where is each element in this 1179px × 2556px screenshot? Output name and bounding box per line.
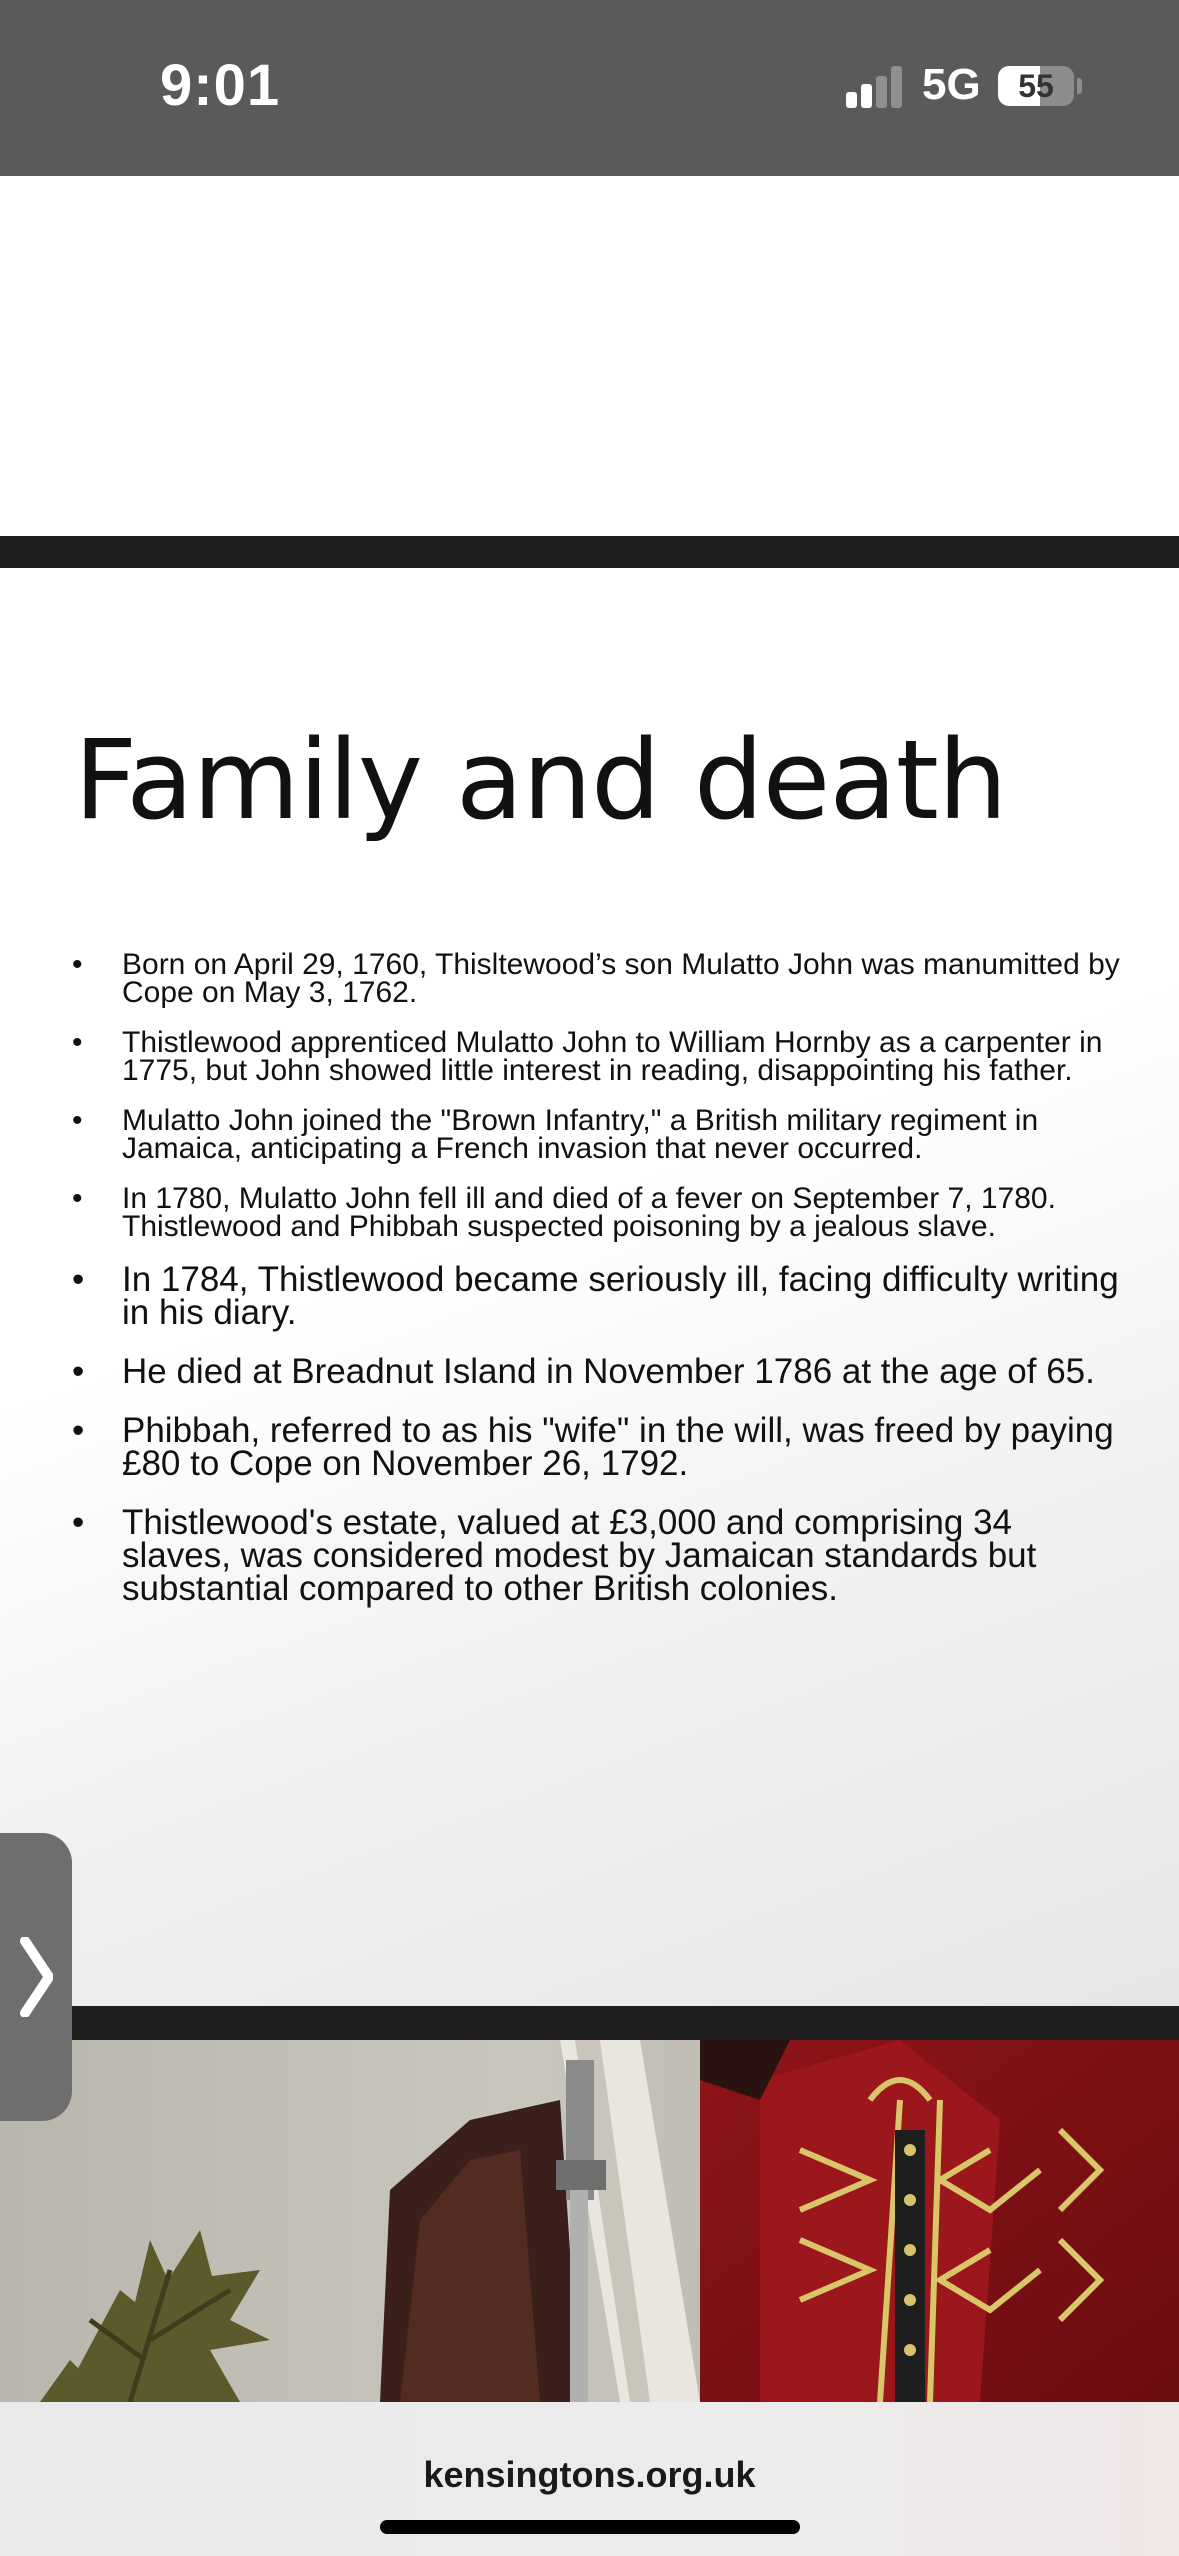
bullet-item: [70, 948, 1130, 1009]
bullet-text: Phibbah, referred to as his "wife" in the will, was freed by paying £80 to Cope on November 26, 1792.: [122, 1411, 1114, 1483]
next-slide-tab[interactable]: [0, 1833, 72, 2121]
status-bar: [0, 0, 1179, 176]
bullet-text: Mulatto John joined the "Brown Infantry," a British military regiment in Jamaica, anticipating a French invasion that never occurred.: [122, 1104, 1039, 1165]
battery-icon: [998, 66, 1074, 106]
bullet-dot: •: [72, 1411, 85, 1450]
bullet-dot: •: [72, 1026, 83, 1059]
bullet-text: In 1784, Thistlewood became seriously ill, facing difficulty writing in his diary.: [122, 1260, 1119, 1332]
bullet-item: [70, 1503, 1130, 1608]
slide-divider-bottom: [0, 2006, 1179, 2040]
slide-image: [0, 2040, 1179, 2402]
bullet-text: Thistlewood apprenticed Mulatto John to William Hornby as a carpenter in 1775, but John showed little interest in reading, disappointing his father.: [122, 1026, 1103, 1087]
url-domain[interactable]: kensingtons.org.uk: [423, 2454, 756, 2495]
bullet-text: Thistlewood's estate, valued at £3,000 and comprising 34 slaves, was considered modest by Jamaican standards but substantial compared to other British colonies.: [122, 1503, 1037, 1608]
signal-bar: [861, 84, 872, 108]
bullet-dot: •: [72, 1182, 83, 1215]
signal-bar: [876, 76, 887, 108]
home-indicator[interactable]: [380, 2520, 800, 2534]
chevron-right-icon: [19, 1937, 53, 2017]
signal-bar: [891, 66, 902, 108]
bullet-dot: •: [72, 1260, 85, 1299]
painting-illustration: [0, 2040, 1179, 2402]
slide: [0, 568, 1179, 2006]
bullet-dot: •: [72, 1104, 83, 1137]
slide-divider-top: [0, 536, 1179, 568]
bullet-dot: •: [72, 948, 83, 981]
bullet-text: He died at Breadnut Island in November 1786 at the age of 65.: [122, 1352, 1095, 1391]
battery-level: 55: [1018, 68, 1054, 104]
bullet-item: [70, 1182, 1130, 1243]
bullet-dot: •: [72, 1503, 85, 1542]
bullet-item: [70, 1104, 1130, 1165]
status-time: 9:01: [160, 53, 281, 118]
bullet-text: Born on April 29, 1760, Thisltewood’s son Mulatto John was manumitted by Cope on May 3, 1762.: [122, 948, 1120, 1009]
bullet-item: [70, 1352, 1130, 1391]
bullet-item: [70, 1411, 1130, 1483]
blank-area: [0, 176, 1179, 536]
bullet-text: In 1780, Mulatto John fell ill and died of a fever on September 7, 1780. Thistlewood and Phibbah suspected poisoning by a jealous slave.: [122, 1182, 1056, 1243]
signal-bar: [846, 92, 857, 108]
battery-nub: [1077, 78, 1082, 94]
cellular-signal-icon: [846, 66, 904, 108]
bullet-list: [70, 948, 1130, 1631]
network-type: 5G: [922, 60, 981, 109]
slide-title: Family and death: [74, 716, 1007, 844]
bullet-item: [70, 1026, 1130, 1087]
bullet-dot: •: [72, 1352, 85, 1391]
bullet-item: [70, 1260, 1130, 1332]
